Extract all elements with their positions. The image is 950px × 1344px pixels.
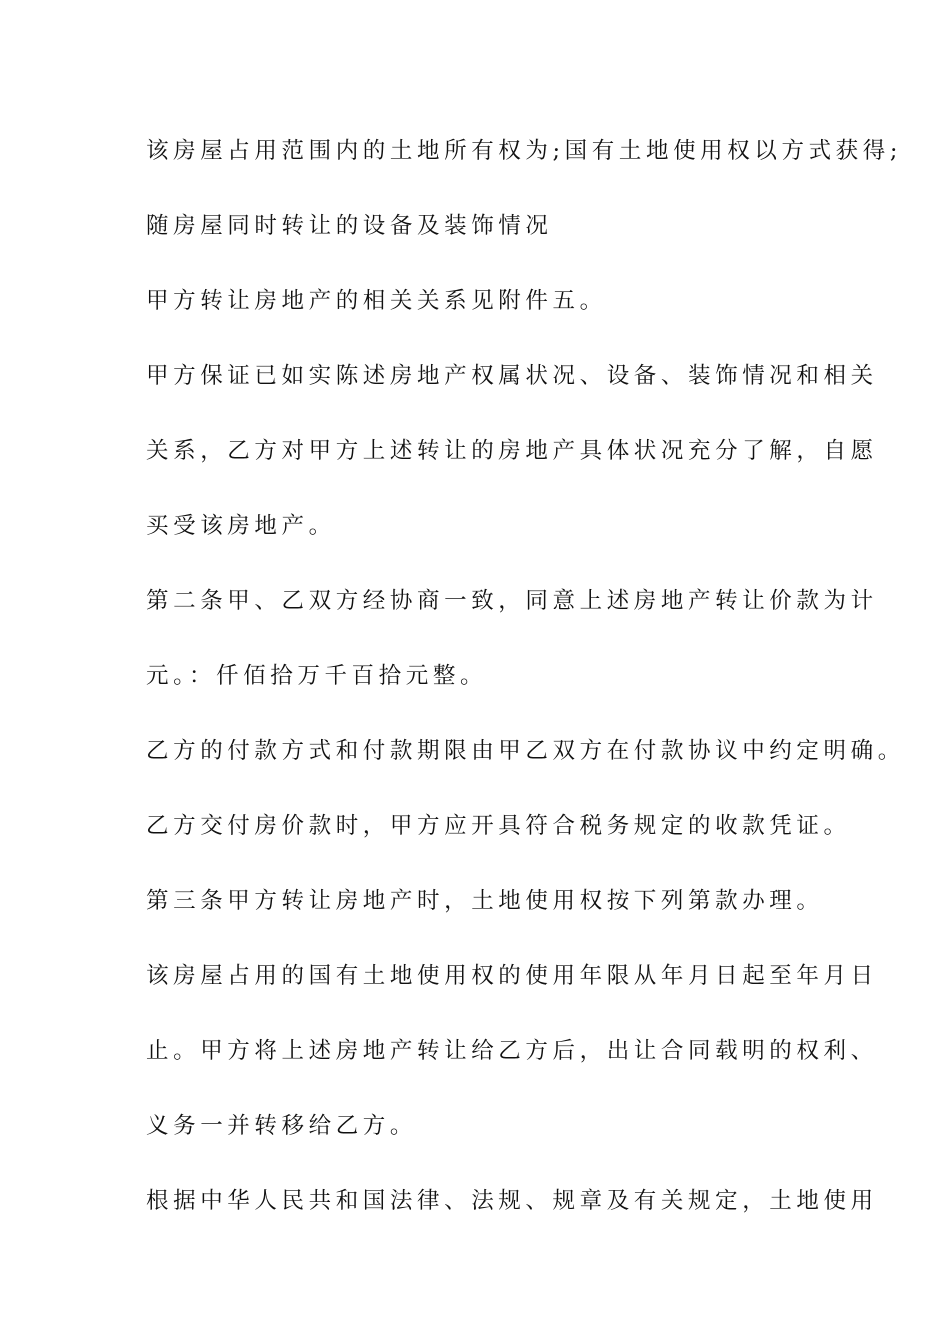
text-line-15: 根据中华人民共和国法律、法规、规章及有关规定，土地使用 <box>146 1188 878 1214</box>
text-line-13: 止。甲方将上述房地产转让给乙方后，出让合同载明的权利、 <box>146 1038 878 1064</box>
text-line-4: 甲方保证已如实陈述房地产权属状况、设备、装饰情况和相关 <box>146 363 878 389</box>
text-line-3: 甲方转让房地产的相关关系见附件五。 <box>146 288 607 314</box>
text-line-9: 乙方的付款方式和付款期限由甲乙双方在付款协议中约定明确。 <box>146 738 905 764</box>
text-line-14: 义务一并转移给乙方。 <box>146 1113 418 1139</box>
text-line-6: 买受该房地产。 <box>146 513 336 539</box>
text-line-7: 第二条甲、乙双方经协商一致，同意上述房地产转让价款为计 <box>146 588 878 614</box>
text-line-2: 随房屋同时转让的设备及装饰情况 <box>146 213 553 239</box>
text-line-1: 该房屋占用范围内的土地所有权为;国有土地使用权以方式获得; <box>146 138 903 164</box>
text-line-5: 关系，乙方对甲方上述转让的房地产具体状况充分了解，自愿 <box>146 438 878 464</box>
text-line-8: 元。：仟佰拾万千百拾元整。 <box>146 663 488 689</box>
text-line-12: 该房屋占用的国有土地使用权的使用年限从年月日起至年月日 <box>146 963 878 989</box>
text-line-11: 第三条甲方转让房地产时，土地使用权按下列第款办理。 <box>146 888 824 914</box>
text-line-10: 乙方交付房价款时，甲方应开具符合税务规定的收款凭证。 <box>146 813 851 839</box>
